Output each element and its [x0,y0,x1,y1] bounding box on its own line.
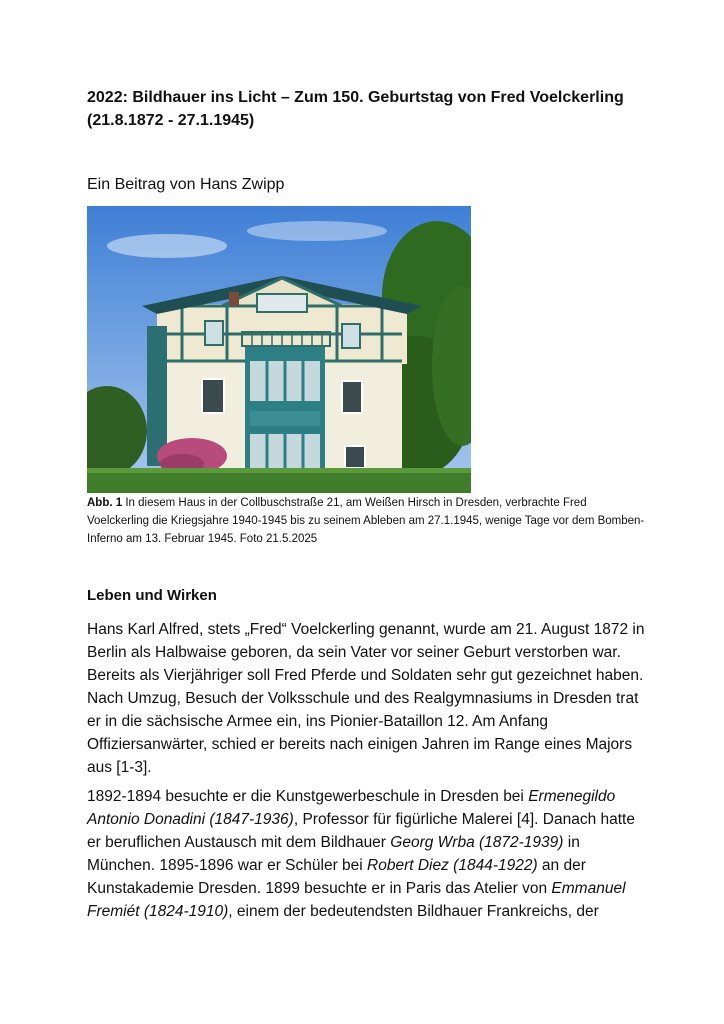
person-name-donadini: Ermenegildo Antonio Donadini (1847-1936) [87,788,616,828]
author-byline: Ein Beitrag von Hans Zwipp [87,176,285,193]
paragraph-2 [87,785,647,923]
figure-caption-text: In diesem Haus in der Collbuschstraße 21, am Weißen Hirsch in Dresden, verbrachte Fred Voelckerling die Kriegsjahre 1940-1945 bis zu seinem Ableben am 27.1.1945, wenige Tage vor dem Bomben-Inferno am 13. Februar 1945. Foto 21.5.2025 [87,497,645,545]
paragraph-2-text-4: an der Kunstakademie Dresden. 1899 besuchte er in Paris das Atelier von [87,857,586,897]
person-name-wrba: Georg Wrba (1872-1939) [390,834,564,851]
paragraph-2-text-1: 1892-1894 besuchte er die Kunstgewerbeschule in Dresden bei [87,788,529,805]
house-photo [87,206,471,493]
figure-caption [87,494,647,548]
paragraph-2-text-2: , Professor für figürliche Malerei [4]. Danach hatte er beruflichen Austausch mit dem Bildhauer [87,811,635,851]
paragraph-1: Hans Karl Alfred, stets „Fred“ Voelckerling genannt, wurde am 21. August 1872 in Berlin als Halbwaise geboren, da sein Vater vor seiner Geburt verstorben war. Bereits als Vierjähriger soll Fred Pferde und Soldaten sehr gut gezeichnet haben. Nach Umzug, Besuch der Volksschule und des Realgymnasiums in Dresden trat er in die sächsische Armee ein, ins Pionier-Bataillon 12. Am Anfang Offiziersanwärter, schied er bereits nach einigen Jahren im Range eines Majors aus [1-3]. [87,621,645,776]
person-name-fremiet: Emmanuel Fremiét (1824-1910) [87,880,626,920]
person-name-diez: Robert Diez (1844-1922) [367,857,538,874]
section-heading: Leben und Wirken [87,587,217,604]
paragraph-2-text-5: , einem der bedeutendsten Bildhauer Frankreichs, der [228,903,599,920]
article-title: 2022: Bildhauer ins Licht – Zum 150. Geburtstag von Fred Voelckerling (21.8.1872 - 27.1.1945) [87,89,624,129]
paragraph-2-text-3: in München. 1895-1896 war er Schüler bei [87,834,580,874]
figure-label: Abb. 1 [87,497,123,509]
